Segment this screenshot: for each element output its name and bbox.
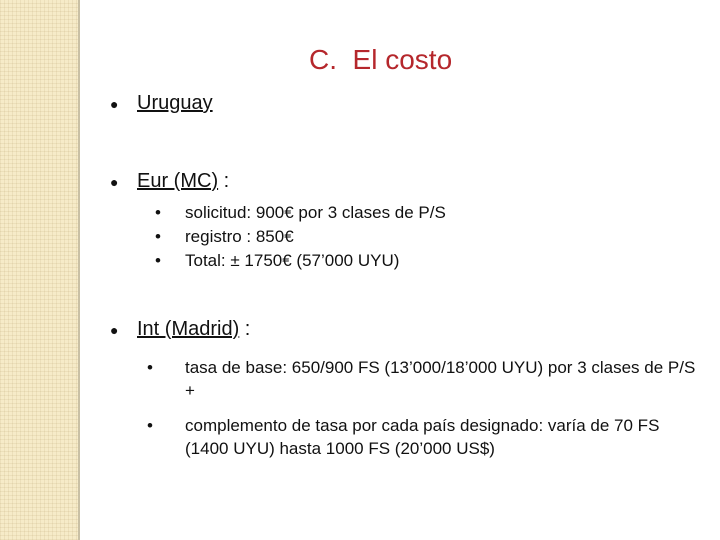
eur-item-bullet: • [155, 203, 161, 222]
section-suffix-int: : [239, 318, 251, 340]
decorative-side-band [0, 0, 78, 540]
eur-item [155, 251, 399, 271]
section-label-uruguay: Uruguay [137, 92, 213, 114]
eur-item-bullet: • [155, 227, 161, 246]
section-bullet-uruguay: ● [110, 96, 119, 112]
eur-item-text: registro : 850€ [185, 227, 294, 246]
section-label-int: Int (Madrid) [137, 318, 240, 340]
section-label-eur: Eur (MC) [137, 170, 219, 192]
eur-item-bullet: • [155, 251, 161, 270]
int-item-text: tasa de base: 650/900 FS (13’000/18’000 UYU) por 3 clases de P/S + [185, 358, 696, 400]
section-uruguay [137, 92, 213, 115]
section-bullet-eur: ● [110, 174, 119, 190]
eur-item [155, 203, 446, 223]
section-eur [137, 170, 229, 193]
eur-item-text: Total: ± 1750€ (57’000 UYU) [185, 251, 400, 270]
section-bullet-int: ● [110, 322, 119, 338]
int-item-bullet: • [147, 358, 153, 377]
int-item-text: complemento de tasa por cada país designado: varía de 70 FS (1400 UYU) hasta 1000 FS (20’000 US$) [185, 416, 660, 458]
slide-title: C. El costo [309, 44, 453, 75]
eur-item-text: solicitud: 900€ por 3 clases de P/S [185, 203, 446, 222]
int-item-bullet: • [147, 416, 153, 435]
eur-item [155, 227, 294, 247]
section-int [137, 318, 250, 341]
section-suffix-eur: : [218, 170, 230, 192]
side-divider-line [78, 0, 80, 540]
